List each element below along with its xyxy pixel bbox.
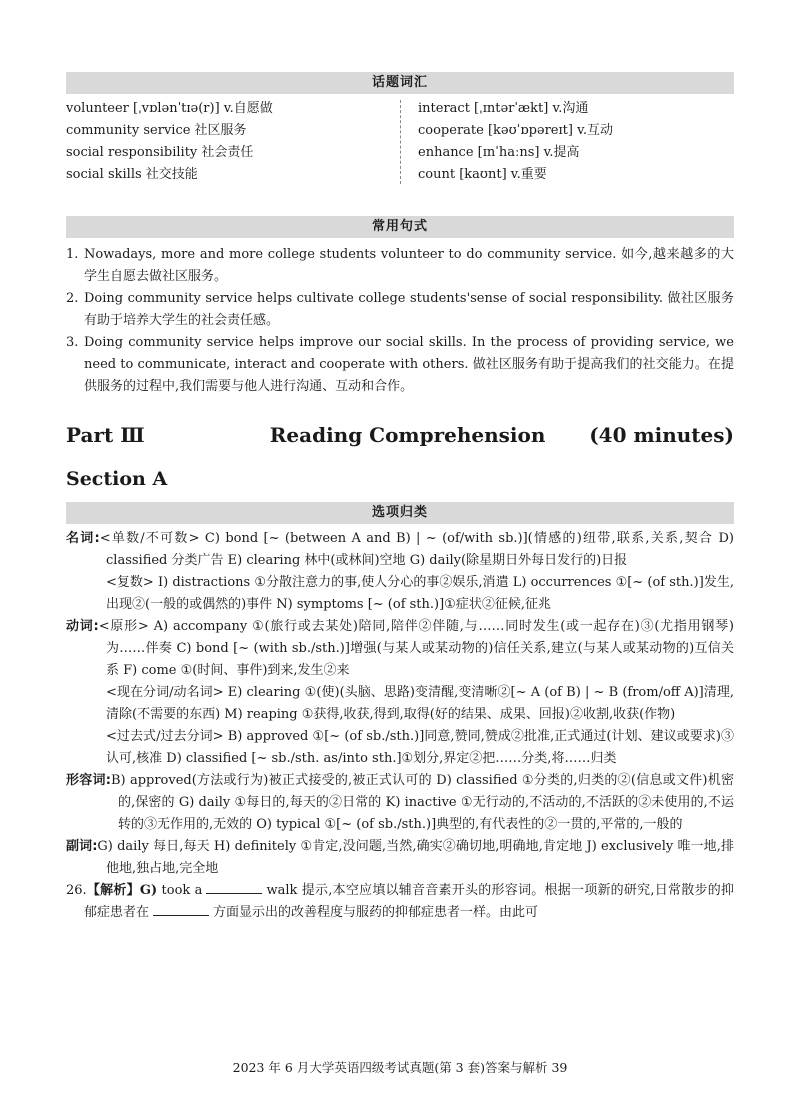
- vocab-entry: interact [ˌɪntərˈækt] v.沟通: [418, 101, 589, 116]
- vocab-entry: enhance [ɪnˈhaːns] v.提高: [418, 145, 580, 160]
- part-time: (40 minutes): [589, 423, 734, 447]
- vocab-header: 话题词汇: [66, 72, 734, 94]
- part-title: Reading Comprehension: [269, 423, 546, 447]
- category-text: <原形> A) accompany ①(旅行或去某处)陪同,陪伴②伴随,与……同时发生(或一起存在)③(尤指用钢琴)为……伴奏 C) bond [~ (with sb./sth.)]增强(与某人或某动物的)信任关系,建立(与某人或某动物的)互信关系 F) come ①(时间、事件)到来,发生②来: [98, 619, 734, 678]
- vocab-entry: community service 社区服务: [66, 123, 247, 138]
- vocab-table: [66, 94, 734, 186]
- options-header: 选项归类: [66, 502, 734, 524]
- vocab-left-column: [66, 98, 400, 186]
- vocab-entry: volunteer [ˌvɒlənˈtɪə(r)] v.自愿做: [66, 101, 273, 116]
- vocab-divider: [400, 100, 401, 184]
- analysis-text: 方面显示出的改善程度与服药的抑郁症患者一样。由此可: [213, 905, 539, 920]
- sentence-number: 2.: [66, 291, 79, 306]
- category-head: 副词:: [66, 839, 98, 854]
- category-text: B) approved(方法或行为)被正式接受的,被正式认可的 D) classified ①分类的,归类的②(信息或文件)机密的,保密的 G) daily ①每日的,每天的②日常的 K) inactive ①无行动的,不活动的,不活跃的②未使用的,不运转的③无作用的,无效的 O) typical ①[~ (of sb./sth.)]典型的,有代表性的②一贯的,平常的,一般的: [110, 773, 734, 832]
- vocab-entry: social responsibility 社会责任: [66, 145, 254, 160]
- noun-category: [66, 528, 734, 572]
- sentence-item: [66, 288, 734, 332]
- verb-present-participle: <现在分词/动名词> E) clearing ①(使)(头脑、思路)变清醒,变清晰②[~ A (of B) | ~ B (from/off A)]清理,清除(不需要的东西) M) reaping ①获得,收获,得到,取得(好的结果、成果、回报)②收割,收获(作物): [106, 685, 734, 722]
- sentences-header: 常用句式: [66, 216, 734, 238]
- analysis-item: [66, 880, 734, 924]
- answer-blank: [153, 902, 209, 916]
- sentence-text: Nowadays, more and more college students volunteer to do community service. 如今,越来越多的大学生自愿去做社区服务。: [84, 247, 734, 284]
- answer-blank: [206, 880, 262, 894]
- vocab-right-column: [400, 98, 734, 186]
- adj-category: [66, 770, 734, 836]
- sentence-text: Doing community service helps improve our social skills. In the process of providing service, we need to communicate, interact and cooperate with others. 做社区服务有助于提高我们的社交能力。在提供服务的过程中,我们需要与他人进行沟通、互动和合作。: [84, 335, 734, 394]
- page: [66, 0, 734, 924]
- analysis-text: walk 提示,本空应填以辅音音素开头的形容词。根据一项新的研究,日常散步的抑郁症患者在: [84, 883, 735, 920]
- sentence-list: [66, 244, 734, 398]
- section-title: Section A: [66, 468, 168, 490]
- category-text: G) daily 每日,每天 H) definitely ①肯定,没问题,当然,确实②确切地,明确地,肯定地 J) exclusively 唯一地,排他地,独占地,完全地: [97, 839, 734, 876]
- verb-past: <过去式/过去分词> B) approved ①[~ (of sb./sth.)]同意,赞同,赞成②批准,正式通过(计划、建议或要求)③认可,核准 D) classified [~ sb./sth. as/into sth.]①划分,界定②把……分类,将……归类: [106, 729, 734, 766]
- analysis-number: 26.: [66, 883, 87, 898]
- part-heading: [66, 420, 734, 450]
- noun-plural: <复数> I) distractions ①分散注意力的事,使人分心的事②娱乐,消遣 L) occurrences ①[~ (of sth.)]发生,出现②(一般的或偶然的)事件 N) symptoms [~ (of sth.)]①症状②征候,征兆: [106, 575, 734, 612]
- category-text: <单数/不可数> C) bond [~ (between A and B) | ~ (of/with sb.)](情感的)纽带,联系,关系,契合 D) classified 分类广告 E) clearing 林中(或林间)空地 G) daily(除星期日外每日发行的)日报: [99, 531, 734, 568]
- verb-category: [66, 616, 734, 682]
- sentence-item: [66, 244, 734, 288]
- analysis-tag: 【解析】G): [86, 883, 158, 898]
- page-footer: 2023 年 6 月大学英语四级考试真题(第 3 套)答案与解析 39: [232, 1060, 568, 1075]
- sentence-item: [66, 332, 734, 398]
- vocab-entry: social skills 社交技能: [66, 167, 198, 182]
- adv-category: [66, 836, 734, 880]
- category-head: 动词:: [66, 619, 99, 634]
- category-head: 名词:: [66, 531, 100, 546]
- sentence-number: 1.: [66, 247, 79, 262]
- sentence-number: 3.: [66, 335, 79, 350]
- vocab-entry: count [kaʊnt] v.重要: [418, 167, 547, 182]
- vocab-entry: cooperate [kəʊˈɒpəreɪt] v.互动: [418, 123, 614, 138]
- category-head: 形容词:: [66, 773, 111, 788]
- sentence-text: Doing community service helps cultivate college students'sense of social responsibility. 做社区服务有助于培养大学生的社会责任感。: [84, 291, 734, 328]
- part-label: Part Ⅲ: [66, 423, 145, 447]
- analysis-text: took a: [161, 883, 203, 898]
